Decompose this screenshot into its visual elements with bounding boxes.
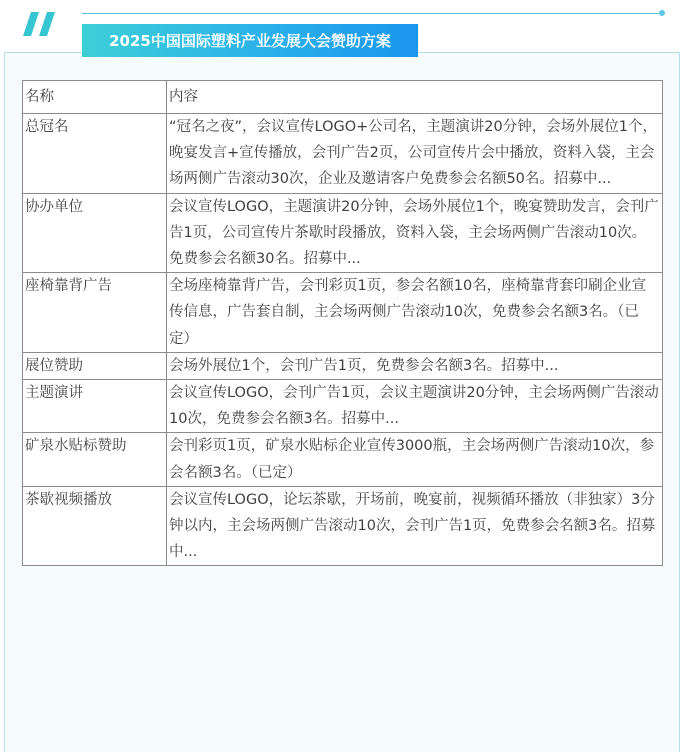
header-rule-dot (659, 10, 665, 16)
column-header-content: 内容 (167, 81, 663, 114)
row-content: 全场座椅靠背广告，会刊彩页1页，参会名额10名，座椅靠背套印刷企业宣传信息，广告套自制，主会场两侧广告滚动10次，免费参会名额3名。（已定） (167, 273, 663, 353)
page-title: 2025中国国际塑料产业发展大会赞助方案 (109, 32, 391, 50)
table-row (23, 433, 663, 486)
row-name: 矿泉水贴标赞助 (23, 433, 167, 486)
row-name: 协办单位 (23, 193, 167, 273)
row-content: 会议宣传LOGO，会刊广告1页，会议主题演讲20分钟，主会场两侧广告滚动10次，免费参会名额3名。招募中... (167, 380, 663, 433)
row-name: 主题演讲 (23, 380, 167, 433)
table-row (23, 193, 663, 273)
table-row (23, 352, 663, 379)
row-content: “冠名之夜”，会议宣传LOGO+公司名，主题演讲20分钟，会场外展位1个，晚宴发言+宣传播放，会刊广告2页，公司宣传片会中播放，资料入袋，主会场两侧广告滚动30次，企业及邀请客户免费参会名额50名。招募中... (167, 114, 663, 194)
row-content: 会议宣传LOGO，论坛茶歇，开场前，晚宴前，视频循环播放（非独家）3分钟以内，主会场两侧广告滚动10次，会刊广告1页，免费参会名额3名。招募中... (167, 486, 663, 566)
table-header-row (23, 81, 663, 114)
column-header-name: 名称 (23, 81, 167, 114)
row-name: 座椅靠背广告 (23, 273, 167, 353)
sponsorship-table (22, 80, 663, 566)
table-row (23, 486, 663, 566)
section-title-banner (82, 24, 418, 57)
row-name: 总冠名 (23, 114, 167, 194)
row-name: 茶歇视频播放 (23, 486, 167, 566)
table-row (23, 273, 663, 353)
row-content: 会场外展位1个，会刊广告1页，免费参会名额3名。招募中... (167, 352, 663, 379)
row-name: 展位赞助 (23, 352, 167, 379)
double-slash-icon (22, 12, 62, 36)
row-content: 会议宣传LOGO，主题演讲20分钟，会场外展位1个，晚宴赞助发言，会刊广告1页，公司宣传片茶歇时段播放，资料入袋，主会场两侧广告滚动10次。免费参会名额30名。招募中... (167, 193, 663, 273)
header-rule (82, 13, 662, 14)
table-row (23, 114, 663, 194)
table-row (23, 380, 663, 433)
row-content: 会刊彩页1页，矿泉水贴标企业宣传3000瓶，主会场两侧广告滚动10次，参会名额3名。（已定） (167, 433, 663, 486)
